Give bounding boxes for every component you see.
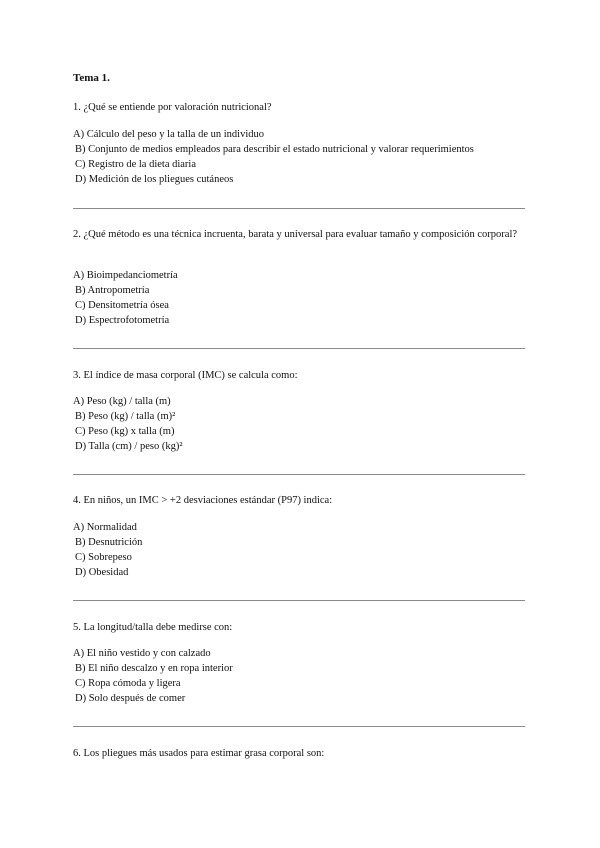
question-2: 2. ¿Qué método es una técnica incruenta, barata y universal para evaluar tamaño y composición corporal?	[73, 229, 518, 240]
question-6: 6. Los pliegues más usados para estimar grasa corporal son:	[73, 748, 325, 759]
question-5-options	[73, 646, 525, 706]
option-a: A) El niño vestido y con calzado	[73, 648, 211, 659]
option-c: C) Sobrepeso	[75, 552, 132, 563]
question-1: 1. ¿Qué se entiende por valoración nutricional?	[73, 102, 272, 113]
option-d: D) Obesidad	[75, 567, 129, 578]
option-a: A) Peso (kg) / talla (m)	[73, 396, 171, 407]
question-3-options	[73, 394, 525, 454]
question-4-options	[73, 520, 525, 580]
option-c: C) Peso (kg) x talla (m)	[75, 426, 175, 437]
document-title: Tema 1.	[73, 72, 110, 84]
option-d: D) Espectrofotometría	[75, 315, 170, 326]
option-a: A) Normalidad	[73, 522, 137, 533]
question-2-options	[73, 268, 525, 328]
option-c: C) Ropa cómoda y ligera	[75, 678, 181, 689]
option-d: D) Solo después de comer	[75, 693, 186, 704]
option-d: D) Medición de los pliegues cutáneos	[75, 174, 234, 185]
option-c: C) Densitometría ósea	[75, 300, 169, 311]
option-b: B) Antropometría	[75, 285, 150, 296]
separator-line	[73, 726, 525, 727]
separator-line	[73, 348, 525, 349]
option-a: A) Cálculo del peso y la talla de un individuo	[73, 129, 264, 140]
option-a: A) Bioimpedanciometría	[73, 270, 178, 281]
option-b: B) Conjunto de medios empleados para describir el estado nutricional y valorar requerimientos	[75, 144, 474, 155]
separator-line	[73, 600, 525, 601]
question-1-options	[73, 127, 525, 187]
question-4: 4. En niños, un IMC > +2 desviaciones estándar (P97) indica:	[73, 495, 333, 506]
separator-line	[73, 208, 525, 209]
option-b: B) Desnutrición	[75, 537, 143, 548]
option-d: D) Talla (cm) / peso (kg)²	[75, 441, 183, 452]
question-5: 5. La longitud/talla debe medirse con:	[73, 622, 233, 633]
separator-line	[73, 474, 525, 475]
option-c: C) Registro de la dieta diaria	[75, 159, 197, 170]
option-b: B) Peso (kg) / talla (m)²	[75, 411, 176, 422]
question-3: 3. El índice de masa corporal (IMC) se calcula como:	[73, 370, 298, 381]
option-b: B) El niño descalzo y en ropa interior	[75, 663, 233, 674]
